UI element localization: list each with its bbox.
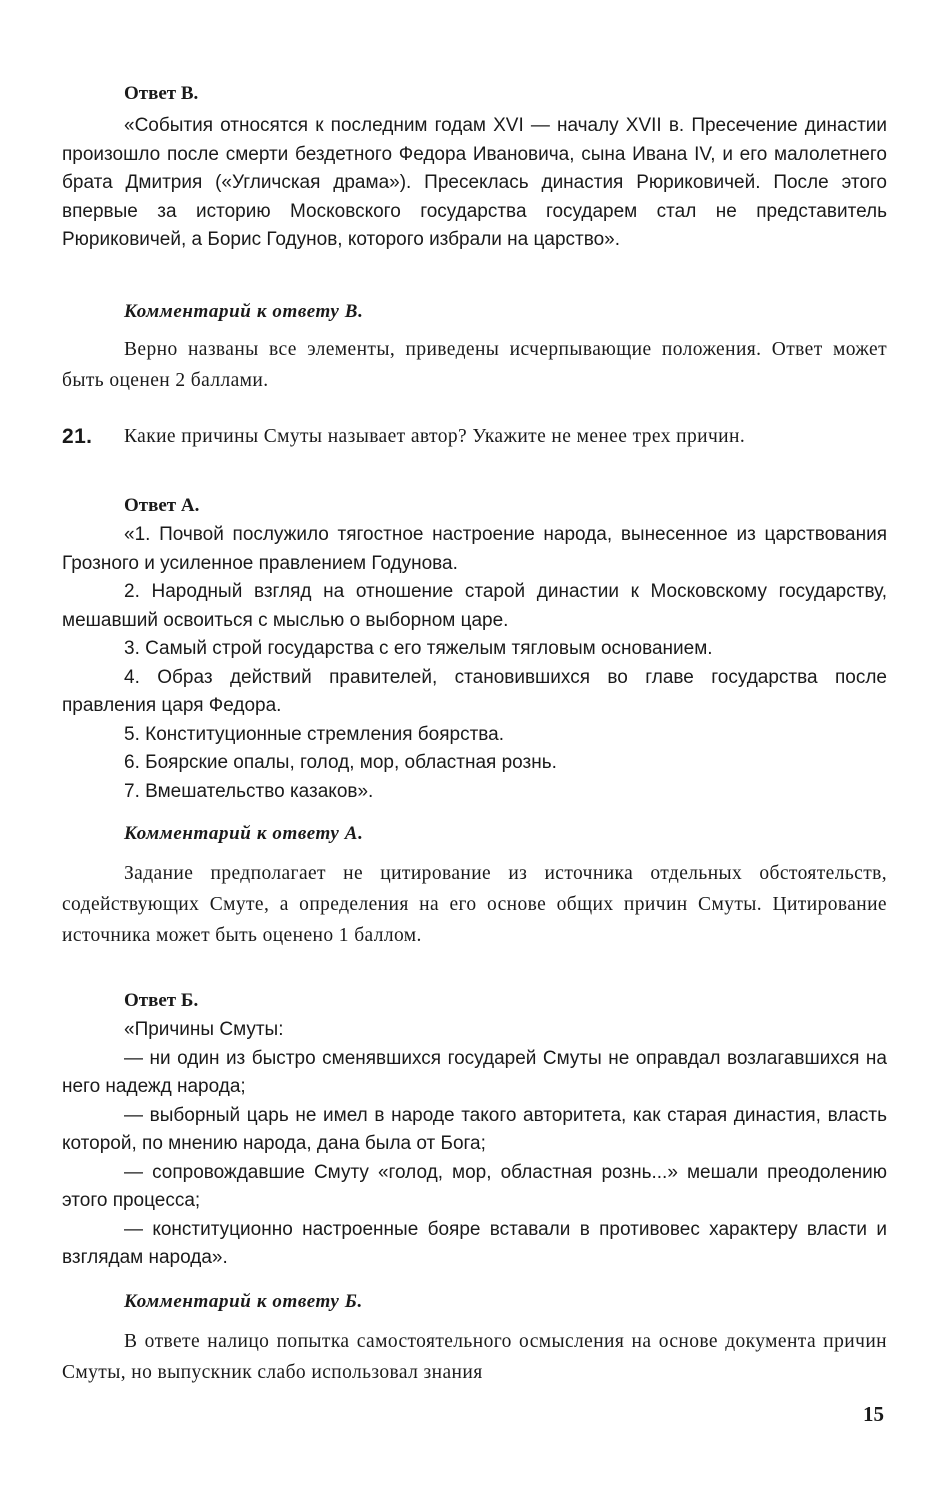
list-item: 7. Вмешательство казаков». (124, 780, 374, 802)
page-number: 15 (863, 1402, 884, 1426)
list-item: 5. Конституционные стремления боярства. (124, 723, 504, 745)
comment-a-paragraph: Задание предполагает не цитирование из источника отдельных обстоятельств, содействующих Смуте, а определения на его основе общих причин Смуты. Цитирование источника может быть оценено 1 баллом. (62, 863, 887, 946)
list-item: — конституционно настроенные бояре вставали в противовес характеру власти и взглядам народа». (62, 1218, 887, 1268)
list-item: «1. Почвой послужило тягостное настроение народа, вынесенное из царствования Грозного и усиленное правлением Годунова. (62, 524, 887, 574)
list-item: — сопровождавшие Смуту «голод, мор, областная рознь...» мешали преодолению этого процесса; (62, 1161, 887, 1211)
list-item: — выборный царь не имел в народе такого авторитета, как старая династия, власть которой, по мнению народа, дана была от Бога; (62, 1104, 887, 1154)
list-item: 3. Самый строй государства с его тяжелым тягловым основанием. (124, 638, 713, 659)
answer-v-heading: Ответ В. (124, 83, 199, 104)
question-text: Какие причины Смуты называет автор? Укажите не менее трех причин. (124, 426, 746, 447)
comment-a-heading: Комментарий к ответу А. (124, 823, 364, 844)
comment-v-text (62, 334, 887, 396)
list-item: 2. Народный взгляд на отношение старой династии к Московскому государству, мешавший освоиться с мыслью о выборном царе. (62, 581, 887, 631)
comment-b-heading: Комментарий к ответу Б. (124, 1291, 363, 1312)
question-21 (62, 421, 887, 452)
comment-b-text (62, 1326, 887, 1388)
list-item: 4. Образ действий правителей, становившихся во главе государства после правления царя Федора. (62, 666, 887, 716)
question-number: 21. (62, 425, 93, 448)
answer-b-list (62, 1016, 887, 1273)
comment-a-text (62, 858, 887, 951)
comment-b-paragraph: В ответе налицо попытка самостоятельного осмысления на основе документа причин Смуты, но выпускник слабо использовал знания (62, 1331, 887, 1383)
list-item: — ни один из быстро сменявшихся государей Смуты не оправдал возлагавшихся на него надежд народа; (62, 1047, 887, 1097)
answer-v-paragraph: «События относятся к последним годам XVI — началу XVII в. Пресечение династии произошло после смерти бездетного Федора Ивановича, сына Ивана IV, и его малолетнего брата Дмитрия («Угличская драма»). Пресеклась династия Рюриковичей. После этого впервые за историю Московского государства государем стал не представитель Рюриковичей, а Борис Годунов, которого избрали на царство». (62, 115, 887, 250)
list-item: «Причины Смуты: (124, 1019, 284, 1040)
answer-v-text (62, 112, 887, 255)
comment-v-heading: Комментарий к ответу В. (124, 301, 364, 322)
answer-a-heading: Ответ А. (124, 495, 200, 516)
answer-b-heading: Ответ Б. (124, 990, 199, 1011)
list-item: 6. Боярские опалы, голод, мор, областная рознь. (124, 752, 557, 773)
comment-v-paragraph: Верно названы все элементы, приведены исчерпывающие положения. Ответ может быть оценен 2 баллами. (62, 339, 887, 391)
answer-a-list (62, 521, 887, 806)
